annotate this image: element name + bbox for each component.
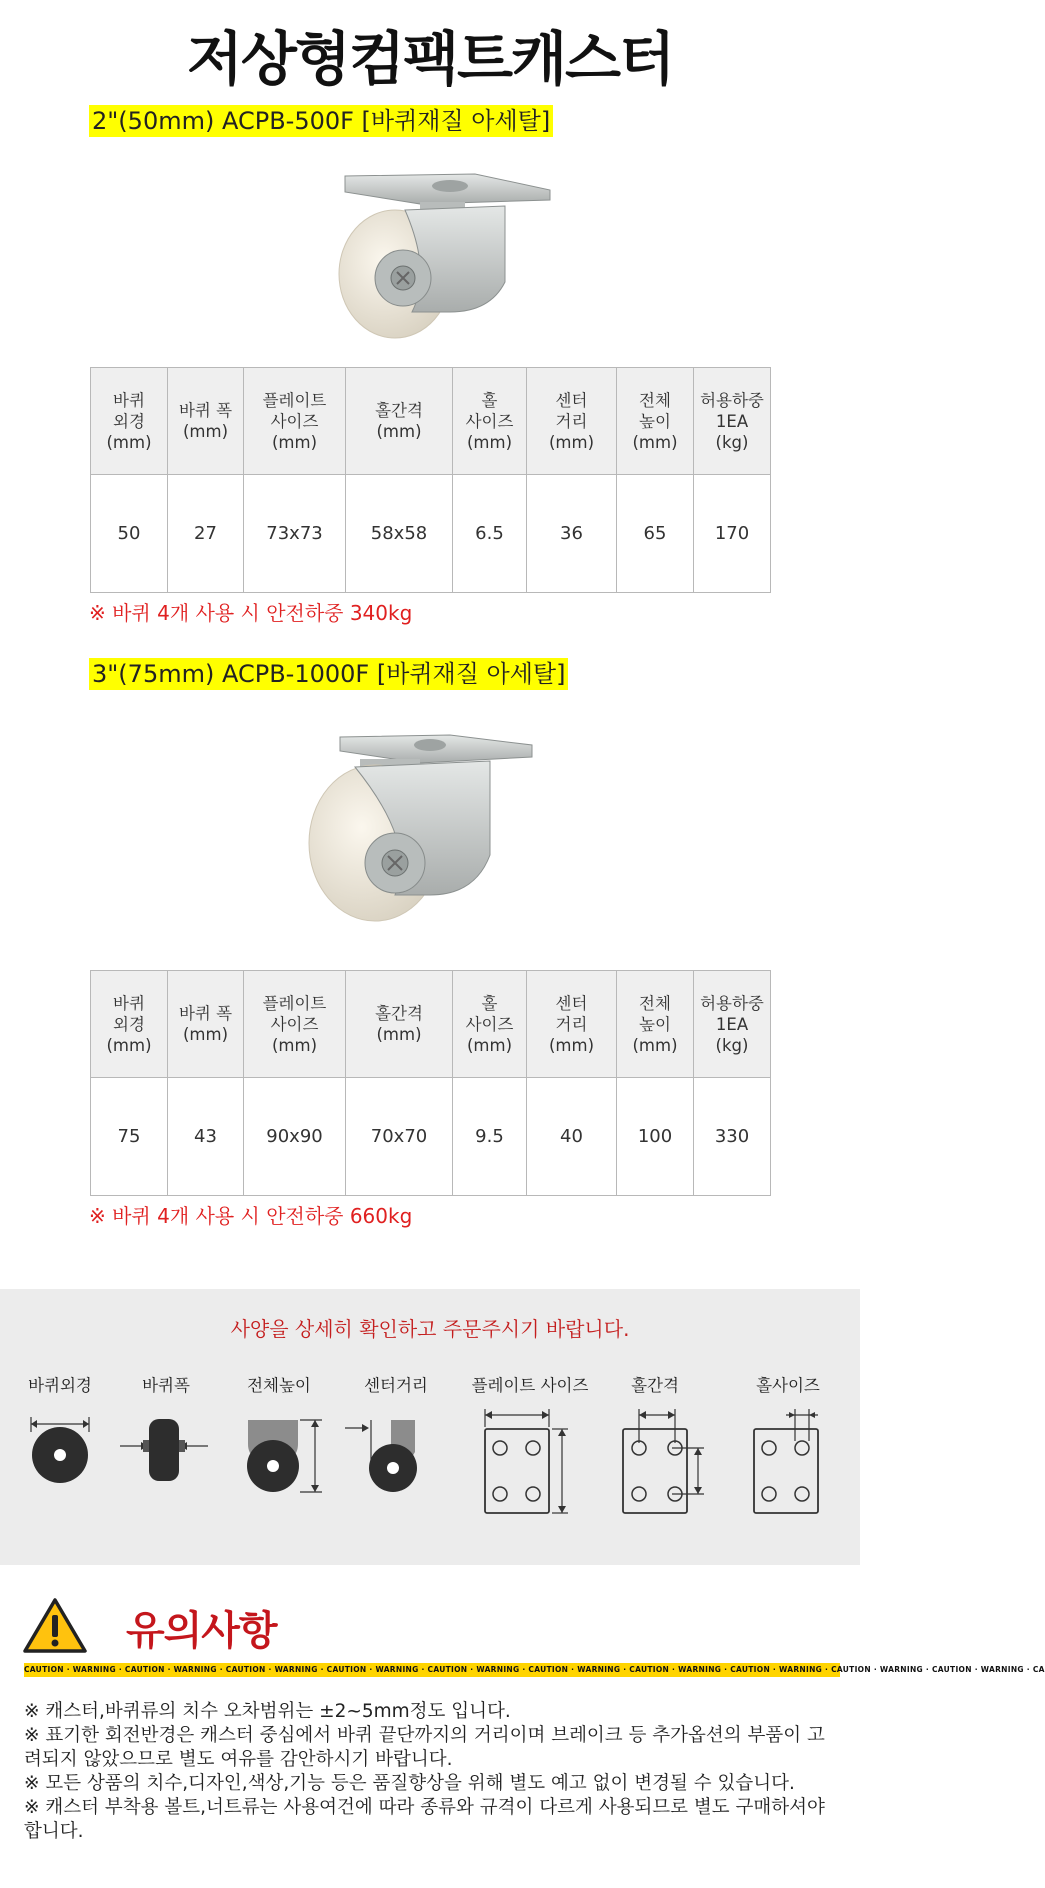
- guide-label: 홀사이즈: [756, 1376, 820, 1395]
- guide-label: 바퀴외경: [28, 1376, 92, 1395]
- table-header-row: [91, 368, 771, 475]
- table-cell: 43: [168, 1078, 244, 1196]
- column-header: 바퀴 외경 (mm): [91, 971, 168, 1078]
- caster-photo: [300, 725, 550, 940]
- column-header: 플레이트 사이즈 (mm): [244, 368, 346, 475]
- column-header: 플레이트 사이즈 (mm): [244, 971, 346, 1078]
- precautions-list: [24, 1700, 836, 1844]
- column-header: 센터 거리 (mm): [527, 368, 617, 475]
- column-header: 센터 거리 (mm): [527, 971, 617, 1078]
- table-cell: 330: [694, 1078, 771, 1196]
- hole-size-icon: [748, 1407, 838, 1519]
- wheel-diameter-icon: [25, 1414, 95, 1484]
- column-header: 홀 사이즈 (mm): [453, 971, 527, 1078]
- table-row: [91, 1078, 771, 1196]
- column-header: 바퀴 외경 (mm): [91, 368, 168, 475]
- table-cell: 9.5: [453, 1078, 527, 1196]
- table-row: [91, 475, 771, 593]
- hole-spacing-icon: [614, 1407, 714, 1519]
- caution-title: 유의사항: [126, 1608, 277, 1654]
- center-distance-icon: [343, 1414, 443, 1504]
- caster-photo: [300, 162, 570, 352]
- table-cell: 50: [91, 475, 168, 593]
- column-header: 바퀴 폭 (mm): [168, 368, 244, 475]
- product-model-title: 3"(75mm) ACPB-1000F [바퀴재질 아세탈]: [89, 658, 568, 690]
- table-header-row: [91, 971, 771, 1078]
- column-header: 허용하중 1EA (kg): [694, 368, 771, 475]
- product-model-title: 2"(50mm) ACPB-500F [바퀴재질 아세탈]: [89, 105, 553, 137]
- table-cell: 170: [694, 475, 771, 593]
- table-cell: 73x73: [244, 475, 346, 593]
- total-height-icon: [240, 1414, 325, 1504]
- spec-table: [90, 367, 771, 593]
- column-header: 전체 높이 (mm): [617, 971, 694, 1078]
- column-header: 허용하중 1EA (kg): [694, 971, 771, 1078]
- wheel-width-icon: [118, 1414, 210, 1484]
- table-cell: 100: [617, 1078, 694, 1196]
- spec-guide-section: [0, 1289, 860, 1565]
- guide-title: 사양을 상세히 확인하고 주문주시기 바랍니다.: [230, 1317, 630, 1341]
- caution-tape: CAUTION · WARNING · CAUTION · WARNING · CAUTION · WARNING · CAUTION · WARNING · CAUTION · WARNING · CAUTION · WARNING · CAUTION · WARNING · CAUTION · WARNING · CAUTION · WARNING · CAUTION · WARNING · CA: [24, 1663, 840, 1677]
- safety-load-note: ※ 바퀴 4개 사용 시 안전하중 340kg: [89, 601, 413, 625]
- column-header: 바퀴 폭 (mm): [168, 971, 244, 1078]
- caution-header: [22, 1597, 842, 1659]
- guide-label: 바퀴폭: [142, 1376, 190, 1395]
- column-header: 홀간격 (mm): [346, 368, 453, 475]
- column-header: 홀간격 (mm): [346, 971, 453, 1078]
- guide-label: 전체높이: [247, 1376, 311, 1395]
- table-cell: 40: [527, 1078, 617, 1196]
- table-cell: 36: [527, 475, 617, 593]
- column-header: 홀 사이즈 (mm): [453, 368, 527, 475]
- table-cell: 27: [168, 475, 244, 593]
- warning-icon: [22, 1597, 88, 1655]
- guide-label: 센터거리: [364, 1376, 428, 1395]
- page-title: 저상형컴팩트캐스터: [186, 25, 674, 93]
- table-cell: 6.5: [453, 475, 527, 593]
- safety-load-note: ※ 바퀴 4개 사용 시 안전하중 660kg: [89, 1204, 413, 1228]
- column-header: 전체 높이 (mm): [617, 368, 694, 475]
- precaution-item: ※ 모든 상품의 치수,디자인,색상,기능 등은 품질향상을 위해 별도 예고 없이 변경될 수 있습니다.: [24, 1773, 795, 1794]
- spec-table: [90, 970, 771, 1196]
- guide-label: 플레이트 사이즈: [471, 1376, 589, 1395]
- table-cell: 70x70: [346, 1078, 453, 1196]
- precaution-item: ※ 캐스터 부착용 볼트,너트류는 사용여건에 따라 종류와 규격이 다르게 사용되므로 별도 구매하셔야 합니다.: [24, 1797, 825, 1842]
- table-cell: 65: [617, 475, 694, 593]
- plate-size-icon: [478, 1407, 588, 1519]
- table-cell: 58x58: [346, 475, 453, 593]
- precaution-item: ※ 표기한 회전반경은 캐스터 중심에서 바퀴 끝단까지의 거리이며 브레이크 등 추가옵션의 부품이 고려되지 않았으므로 별도 여유를 감안하시기 바랍니다.: [24, 1725, 825, 1770]
- table-cell: 75: [91, 1078, 168, 1196]
- precaution-item: ※ 캐스터,바퀴류의 치수 오차범위는 ±2~5mm정도 입니다.: [24, 1701, 511, 1722]
- guide-label: 홀간격: [631, 1376, 679, 1395]
- table-cell: 90x90: [244, 1078, 346, 1196]
